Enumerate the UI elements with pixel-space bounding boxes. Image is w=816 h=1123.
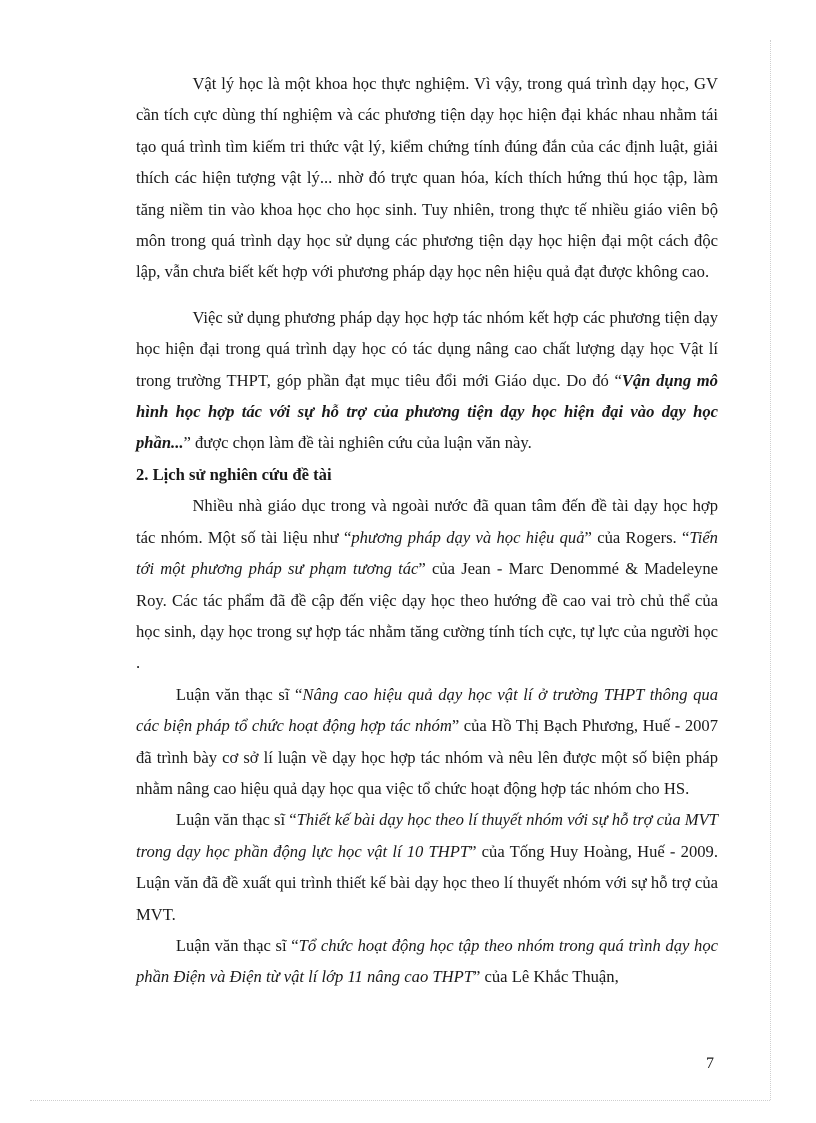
ref-title-thuan: Tổ chức hoạt động học tập theo nhóm trong quá trình dạy học phần Điện và Điện từ vật lí lớp 11 nâng cao THPT [136, 935, 718, 987]
paragraph-thesis-thuan-text-a: Luận văn thạc sĩ “ [175, 935, 299, 955]
ref-title-denomme: Tiến tới một phương pháp sư phạm tương tác [136, 527, 718, 579]
page-body [136, 68, 718, 993]
paragraph-thesis-hoang [136, 804, 718, 930]
paragraph-thesis-phuong-text-b: ” của Hồ Thị Bạch Phương, Huế - 2007 đã trình bày cơ sở lí luận về dạy học hợp tác nhóm và nêu lên được một số biện pháp nhằm nâng cao hiệu quả dạy học qua việc tổ chức hoạt động hợp tác nhóm cho HS. [136, 716, 719, 798]
thesis-title: Vận dụng mô hình học hợp tác với sự hỗ trợ của phương tiện dạy học hiện đại vào dạy học phần... [136, 370, 718, 453]
paragraph-thesis-hoang-text-b: ” của Tống Huy Hoàng, Huế - 2009. Luận văn đã đề xuất qui trình thiết kế bài dạy học theo lí thuyết nhóm với sự hỗ trợ của MVT. [136, 841, 718, 924]
paragraph-thesis-hoang-text-a: Luận văn thạc sĩ “ [175, 810, 297, 830]
ref-title-hoang: Thiết kế bài dạy học theo lí thuyết nhóm với sự hỗ trợ của MVT trong dạy học phần động lực học vật lí 10 THPT [136, 810, 718, 861]
paragraph-topic [136, 302, 718, 459]
ref-title-rogers: phương pháp dạy và học hiệu quả [351, 527, 585, 547]
paragraph-topic-text-a: Việc sử dụng phương pháp dạy học hợp tác nhóm kết hợp các phương tiện dạy học hiện đại trong quá trình dạy học có tác dụng nâng cao chất lượng dạy học Vật lí trong trường THPT, góp phần đạt mục tiêu đổi mới Giáo dục. Do đó “ [136, 307, 718, 390]
page-number: 7 [706, 1055, 714, 1072]
paragraph-history-text-c: ” của Jean - Marc Denommé & Madeleyne Roy. Các tác phẩm đã đề cập đến việc dạy học theo hướng đề cao vai trò chủ thể của học sinh, dạy học trong sự hợp tác nhằm tăng cường tính tích cực, tự lực của người học . [136, 559, 718, 673]
section-heading: 2. Lịch sử nghiên cứu đề tài [136, 464, 332, 484]
ref-title-phuong: Nâng cao hiệu quả dạy học vật lí ở trường THPT thông qua các biện pháp tổ chức hoạt động hợp tác nhóm [136, 684, 718, 736]
paragraph-topic-text-b: ” được chọn làm đề tài nghiên cứu của luận văn này. [183, 433, 532, 453]
paragraph-history-text-b: ” của Rogers. “ [584, 527, 690, 547]
paragraph-intro: Vật lý học là một khoa học thực nghiệm. Vì vậy, trong quá trình dạy học, GV cần tích cực dùng thí nghiệm và các phương tiện dạy học hiện đại khác nhau nhằm tái tạo quá trình tìm kiếm tri thức vật lý, kiểm chứng tính đúng đắn của các định luật, giải thích các hiện tượng vật lý... nhờ đó trực quan hóa, kích thích hứng thú học tập, làm tăng niềm tin vào khoa học cho học sinh. Tuy nhiên, trong thực tế nhiều giáo viên bộ môn trong quá trình dạy học sử dụng các phương tiện dạy học hiện đại một cách độc lập, vẫn chưa biết kết hợp với phương pháp dạy học nên hiệu quả đạt được không cao. [136, 74, 718, 282]
paragraph-history-text-a: Nhiều nhà giáo dục trong và ngoài nước đã quan tâm đến đề tài dạy học hợp tác nhóm. Một số tài liệu như “ [136, 496, 718, 547]
paragraph-thesis-thuan-text-b: ” của Lê Khắc Thuận, [473, 967, 619, 987]
page-border-bottom [30, 1100, 770, 1101]
page-border-right [770, 40, 771, 1100]
paragraph-history [136, 490, 718, 678]
paragraph-thesis-thuan [136, 930, 718, 993]
paragraph-thesis-phuong [136, 679, 718, 805]
paragraph-thesis-phuong-text-a: Luận văn thạc sĩ “ [175, 684, 303, 704]
